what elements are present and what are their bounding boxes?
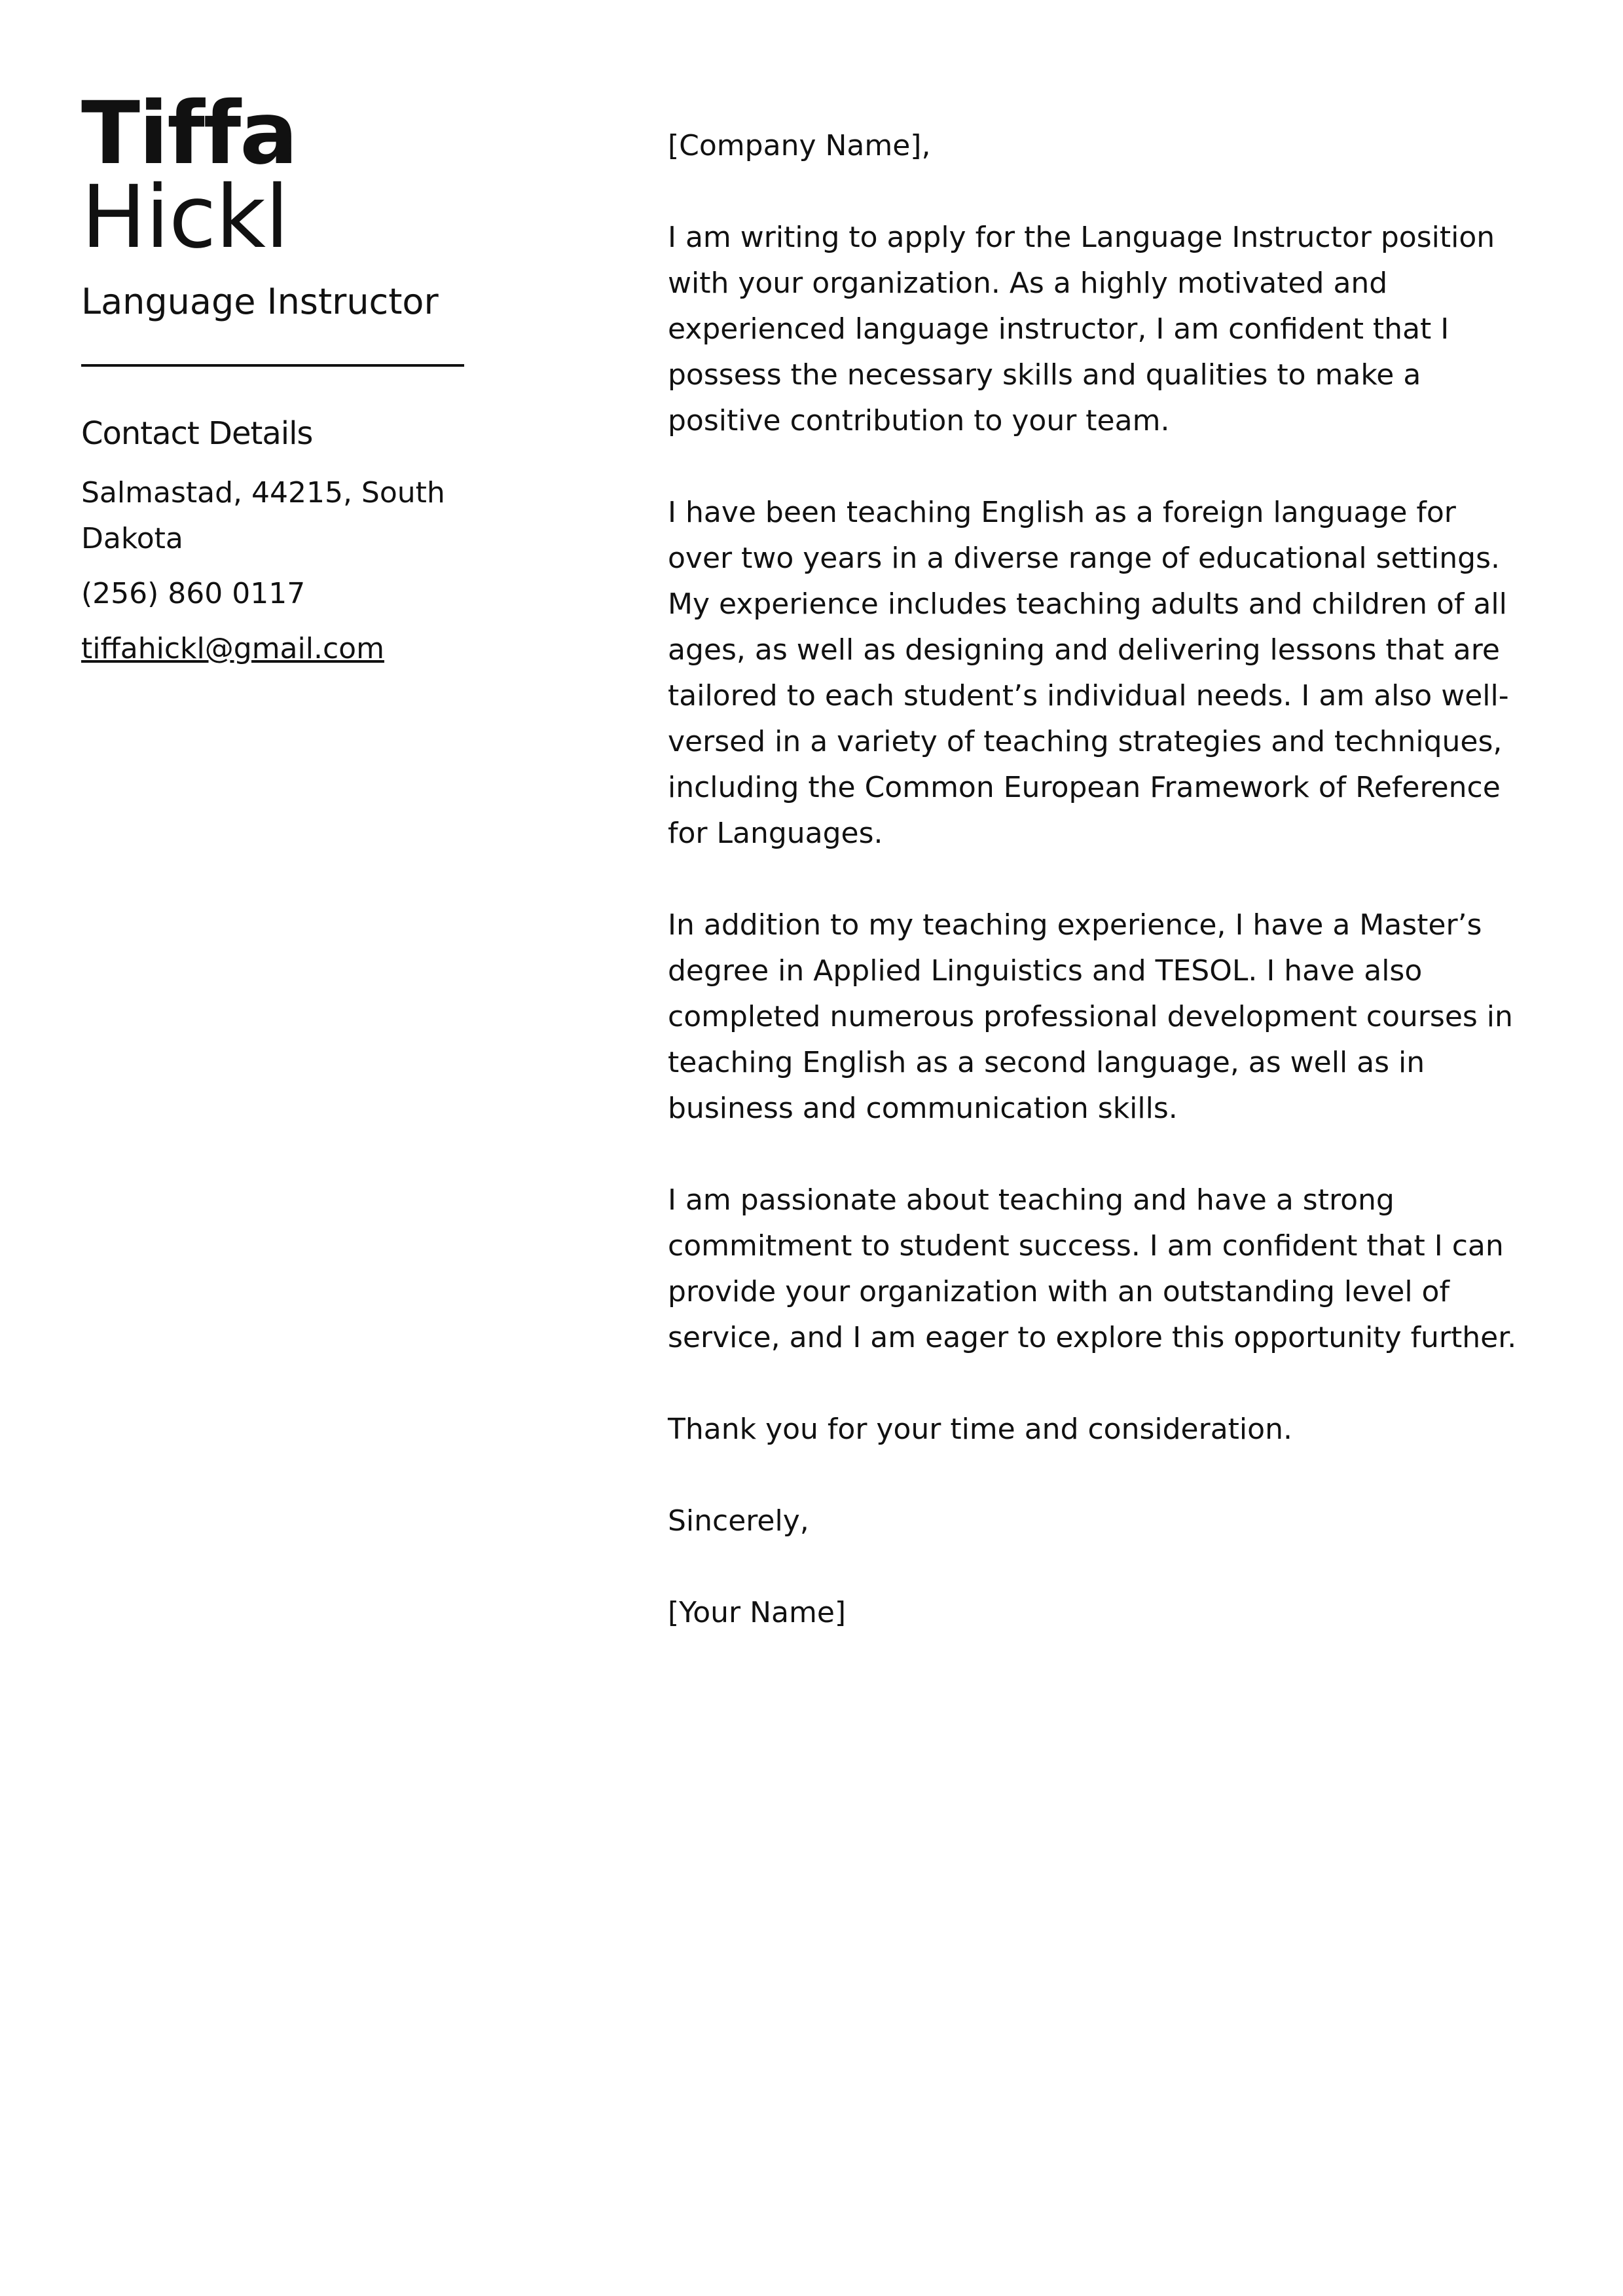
sidebar-divider [81, 364, 464, 367]
job-title: Language Instructor [81, 281, 439, 322]
first-name: Tiffa [81, 83, 297, 184]
letter-paragraph-4: I am passionate about teaching and have a strong commitment to student success. I am confident that I can provide your organization with an outstanding level of service, and I am eager to explore this opportunity further. [668, 1183, 1517, 1354]
contact-address: Salmastad, 44215, South Dakota [81, 476, 445, 555]
letter-paragraph-3: In addition to my teaching experience, I have a Master’s degree in Applied Linguistics and TESOL. I have also completed numerous professional development courses in teaching English as a second language, as well as in business and communication skills. [668, 908, 1513, 1125]
last-name: Hickl [81, 167, 289, 268]
letter-paragraph-5: Thank you for your time and consideration. [668, 1413, 1292, 1446]
sidebar [81, 83, 467, 672]
letter-signature: [Your Name] [668, 1596, 847, 1629]
letter-paragraph-2: I have been teaching English as a foreign language for over two years in a diverse range of educational settings. My experience includes teaching adults and children of all ages, as well as designing and delivering lessons that are tailored to each student’s individual needs. I am also well-versed in a variety of teaching strategies and techniques, including the Common European Framework of Reference for Languages. [668, 496, 1509, 850]
contact-phone: (256) 860 0117 [81, 577, 306, 610]
letter-paragraph-1: I am writing to apply for the Language Instructor position with your organization. As a highly motivated and experienced language instructor, I am confident that I possess the necessary skills and qualities to make a positive contribution to your team. [668, 221, 1495, 437]
contact-heading: Contact Details [81, 415, 313, 452]
letter-body [668, 123, 1519, 1682]
letter-salutation: [Company Name], [668, 129, 931, 162]
letter-closing: Sincerely, [668, 1504, 809, 1538]
contact-email-link[interactable]: tiffahickl@gmail.com [81, 632, 384, 665]
